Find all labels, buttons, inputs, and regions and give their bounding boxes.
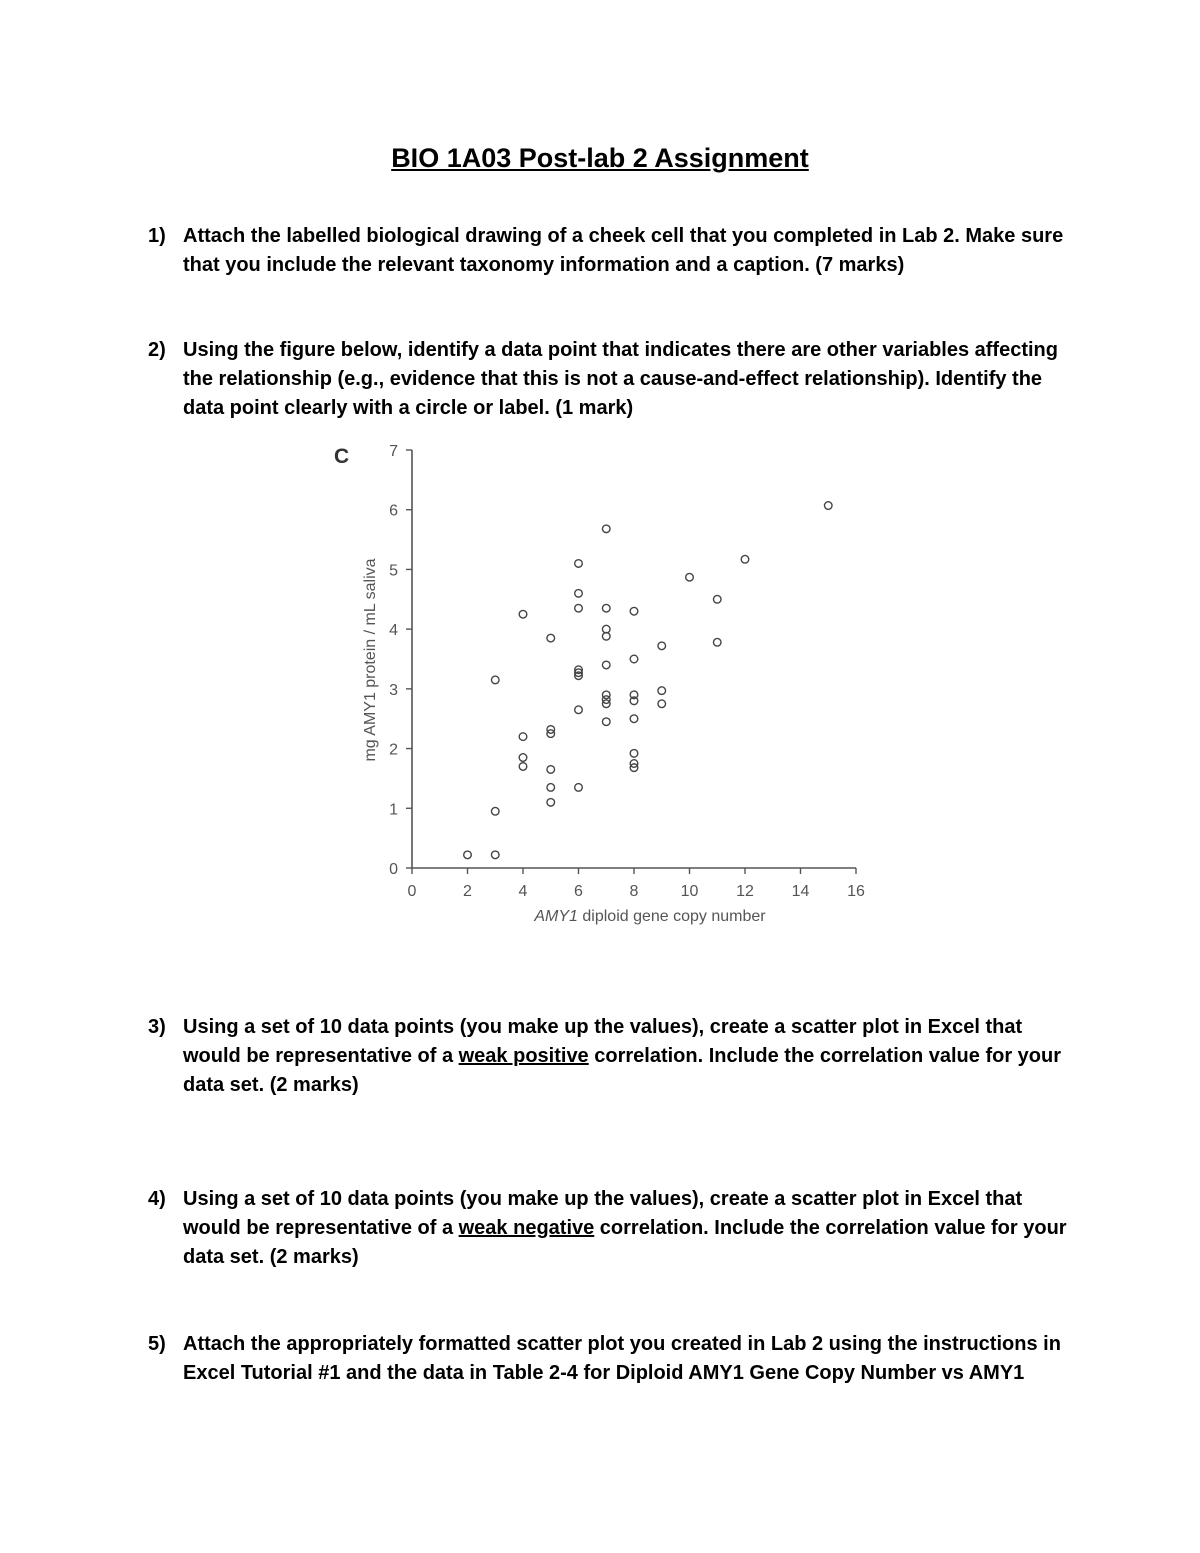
panel-label: C	[334, 445, 350, 468]
data-point	[602, 525, 610, 533]
x-tick-label: 10	[680, 883, 699, 900]
data-point	[630, 750, 638, 758]
scatter-figure	[320, 430, 880, 940]
data-point	[547, 634, 555, 642]
data-point	[658, 687, 666, 695]
data-point	[519, 754, 527, 762]
question-text-part: Using a set of 10 data points (you make up the values), create a scatter plot in Excel that would be representative of a	[183, 1016, 1023, 1067]
data-point	[602, 633, 610, 641]
question-text	[183, 1330, 1073, 1388]
data-point	[741, 555, 749, 563]
data-point	[491, 807, 499, 815]
data-point	[519, 610, 527, 618]
data-point	[491, 851, 499, 859]
question-text-part: Attach the labelled biological drawing of a cheek cell that you completed in Lab 2. Make sure that you include the relevant taxonomy information and a caption. (7 marks)	[183, 225, 1064, 276]
data-point	[602, 691, 610, 699]
x-tick-label: 0	[407, 883, 417, 900]
underlined-term: weak negative	[458, 1217, 595, 1239]
x-tick-label: 12	[736, 883, 754, 900]
data-point	[630, 715, 638, 723]
data-point	[547, 799, 555, 807]
question-text-part: Using the figure below, identify a data point that indicates there are other variables affecting the relationship (e.g., evidence that this is not a cause-and-effect relationship). Identify the data point clearly with a circle or label. (1 mark)	[183, 339, 1058, 419]
y-tick-label: 3	[389, 681, 398, 699]
data-point	[491, 676, 499, 684]
question-number: 5)	[148, 1333, 166, 1355]
data-point	[630, 655, 638, 663]
data-point	[658, 642, 666, 650]
data-point	[575, 560, 583, 568]
data-point	[575, 784, 583, 792]
data-point	[464, 851, 472, 859]
y-axis-label: mg AMY1 protein / mL saliva	[362, 558, 379, 762]
x-tick-label: 16	[847, 883, 865, 900]
data-point	[713, 638, 721, 646]
data-point	[575, 706, 583, 714]
y-tick-label: 6	[389, 502, 398, 520]
data-point	[658, 700, 666, 708]
question-text	[183, 1013, 1073, 1100]
question-number: 3)	[148, 1016, 166, 1038]
y-tick-label: 5	[389, 562, 398, 580]
x-tick-label: 6	[574, 883, 583, 900]
plot-axes	[389, 443, 865, 900]
data-point	[519, 733, 527, 741]
data-points	[464, 502, 832, 859]
data-point	[547, 766, 555, 774]
data-point	[519, 763, 527, 771]
x-tick-label: 14	[791, 883, 810, 900]
data-point	[547, 784, 555, 792]
x-axis-label: AMY1 diploid gene copy number	[534, 908, 766, 925]
question-number: 1)	[148, 225, 166, 247]
question-text-part: Using a set of 10 data points (you make up the values), create a scatter plot in Excel that would be representative of a	[183, 1188, 1023, 1239]
x-tick-label: 8	[629, 883, 639, 900]
page-title: BIO 1A03 Post-lab 2 Assignment	[391, 143, 809, 173]
data-point	[602, 604, 610, 612]
question-number: 4)	[148, 1188, 166, 1210]
data-point	[602, 661, 610, 669]
question-text-part: correlation. Include the correlation value for your data set. (2 marks)	[183, 1217, 1067, 1268]
data-point	[713, 595, 721, 603]
data-point	[602, 625, 610, 633]
data-point	[575, 604, 583, 612]
underlined-term: weak positive	[458, 1045, 589, 1067]
y-tick-label: 4	[389, 622, 398, 640]
data-point	[824, 502, 832, 510]
question-text	[183, 222, 1073, 280]
question-number: 2)	[148, 339, 166, 361]
data-point	[575, 590, 583, 598]
data-point	[686, 573, 694, 581]
y-tick-label: 7	[389, 443, 398, 460]
question-text-part: correlation. Include the correlation value for your data set. (2 marks)	[183, 1045, 1062, 1096]
y-tick-label: 0	[389, 861, 398, 878]
data-point	[630, 607, 638, 615]
question-text	[183, 336, 1073, 423]
y-tick-label: 1	[389, 801, 398, 819]
x-tick-label: 4	[518, 883, 528, 900]
question-text-part: Attach the appropriately formatted scatter plot you created in Lab 2 using the instructions in Excel Tutorial #1 and the data in Table 2-4 for Diploid AMY1 Gene Copy Number vs AMY1	[183, 1333, 1061, 1384]
data-point	[602, 718, 610, 726]
x-tick-label: 2	[463, 883, 472, 900]
question-text	[183, 1185, 1073, 1272]
y-tick-label: 2	[389, 741, 398, 759]
